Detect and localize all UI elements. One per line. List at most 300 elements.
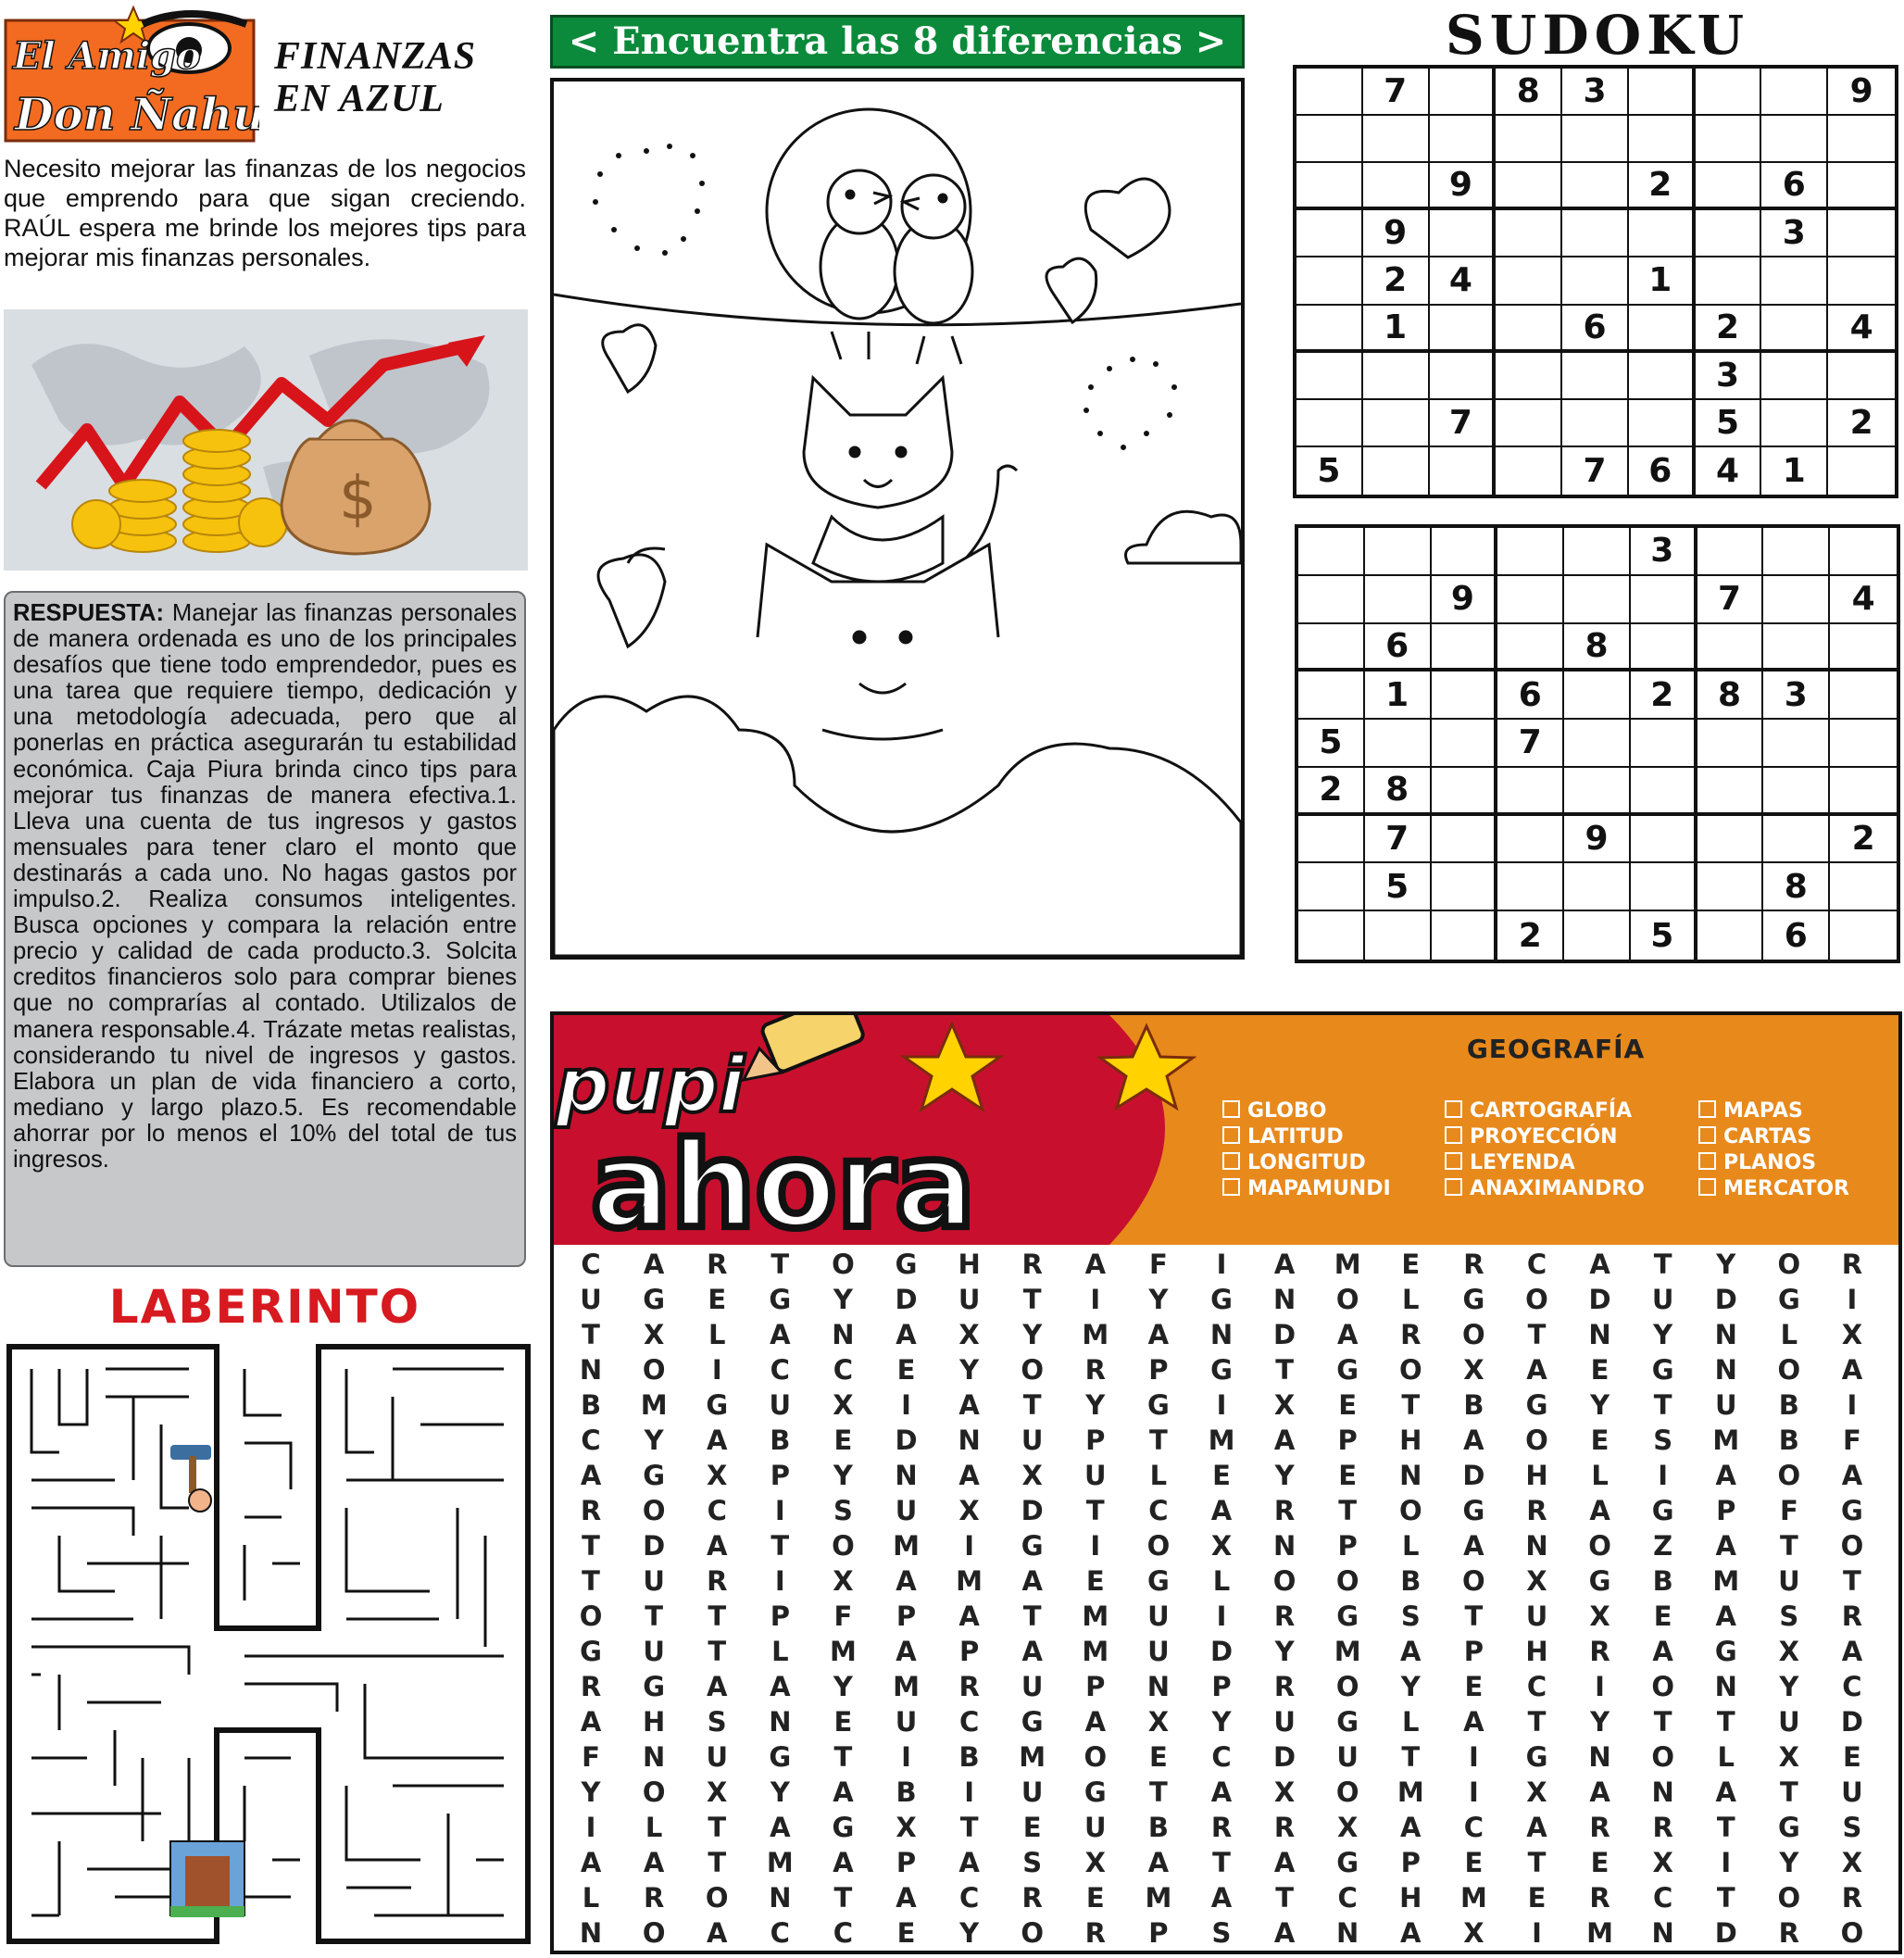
- sudoku-cell[interactable]: [1830, 863, 1897, 911]
- sudoku-cell[interactable]: 6: [1763, 911, 1830, 960]
- grid-letter[interactable]: E: [1653, 1600, 1672, 1632]
- sudoku-cell[interactable]: [1296, 353, 1363, 400]
- grid-letter[interactable]: P: [958, 1636, 980, 1667]
- grid-letter[interactable]: U: [643, 1636, 665, 1667]
- grid-letter[interactable]: A: [1273, 1847, 1296, 1878]
- sudoku-cell[interactable]: [1496, 353, 1562, 400]
- grid-letter[interactable]: Y: [1779, 1671, 1799, 1702]
- grid-letter[interactable]: X: [896, 1812, 917, 1843]
- sudoku-cell[interactable]: [1430, 116, 1497, 163]
- grid-letter[interactable]: A: [580, 1460, 602, 1491]
- grid-letter[interactable]: M: [893, 1530, 920, 1562]
- sudoku-cell[interactable]: [1830, 911, 1897, 960]
- grid-letter[interactable]: I: [964, 1776, 974, 1808]
- sudoku-cell[interactable]: [1828, 353, 1895, 400]
- grid-letter[interactable]: E: [833, 1425, 853, 1456]
- grid-letter[interactable]: A: [1273, 1917, 1296, 1949]
- sudoku-cell[interactable]: [1697, 624, 1764, 672]
- sudoku-cell[interactable]: 4: [1430, 257, 1497, 305]
- sudoku-cell[interactable]: 2: [1828, 400, 1895, 447]
- sudoku-cell[interactable]: 7: [1430, 400, 1497, 447]
- grid-letter[interactable]: T: [1653, 1249, 1672, 1280]
- sudoku-cell[interactable]: [1564, 911, 1631, 960]
- grid-letter[interactable]: G: [1336, 1600, 1359, 1632]
- grid-letter[interactable]: P: [896, 1600, 917, 1632]
- grid-letter[interactable]: X: [1778, 1636, 1800, 1667]
- grid-letter[interactable]: E: [1212, 1460, 1231, 1491]
- grid-letter[interactable]: R: [1210, 1812, 1233, 1843]
- grid-letter[interactable]: C: [1463, 1812, 1484, 1843]
- word-list-item[interactable]: [1222, 1124, 1391, 1150]
- grid-letter[interactable]: G: [1084, 1776, 1107, 1808]
- grid-letter[interactable]: T: [959, 1812, 979, 1843]
- grid-letter[interactable]: G: [580, 1636, 602, 1667]
- grid-letter[interactable]: G: [1525, 1389, 1548, 1421]
- sudoku-cell[interactable]: [1298, 576, 1365, 624]
- grid-letter[interactable]: R: [1589, 1882, 1610, 1914]
- grid-letter[interactable]: O: [1335, 1671, 1359, 1702]
- checkbox-icon[interactable]: [1698, 1152, 1716, 1170]
- sudoku-cell[interactable]: 2: [1696, 306, 1762, 353]
- grid-letter[interactable]: I: [901, 1741, 911, 1773]
- sudoku-cell[interactable]: [1564, 671, 1631, 720]
- grid-letter[interactable]: R: [1589, 1812, 1610, 1843]
- grid-letter[interactable]: N: [1714, 1354, 1737, 1386]
- grid-letter[interactable]: O: [1840, 1917, 1864, 1949]
- grid-letter[interactable]: T: [1527, 1319, 1547, 1350]
- grid-letter[interactable]: T: [1022, 1284, 1042, 1315]
- sudoku-cell[interactable]: 2: [1629, 163, 1696, 210]
- grid-letter[interactable]: M: [1082, 1636, 1109, 1667]
- grid-letter[interactable]: P: [770, 1600, 790, 1632]
- word-list-item[interactable]: [1698, 1150, 1849, 1176]
- grid-letter[interactable]: M: [1082, 1600, 1109, 1632]
- sudoku-cell[interactable]: [1761, 353, 1828, 400]
- grid-letter[interactable]: A: [1526, 1812, 1547, 1843]
- grid-letter[interactable]: A: [1841, 1460, 1863, 1491]
- grid-letter[interactable]: I: [1468, 1776, 1479, 1808]
- sudoku-cell[interactable]: 2: [1497, 911, 1564, 960]
- grid-letter[interactable]: T: [1022, 1600, 1042, 1632]
- grid-letter[interactable]: X: [1021, 1460, 1043, 1491]
- grid-letter[interactable]: E: [708, 1284, 727, 1315]
- grid-letter[interactable]: R: [1021, 1249, 1043, 1280]
- grid-letter[interactable]: E: [1464, 1671, 1484, 1702]
- grid-letter[interactable]: P: [1085, 1425, 1106, 1456]
- grid-letter[interactable]: G: [1210, 1354, 1233, 1386]
- sudoku-cell[interactable]: 6: [1629, 447, 1696, 495]
- grid-letter[interactable]: I: [1721, 1847, 1732, 1878]
- sudoku-cell[interactable]: [1496, 447, 1562, 495]
- sudoku-cell[interactable]: [1562, 163, 1629, 210]
- sudoku-cell[interactable]: 7: [1363, 69, 1430, 116]
- grid-letter[interactable]: T: [708, 1600, 727, 1632]
- grid-letter[interactable]: M: [1208, 1425, 1235, 1456]
- grid-letter[interactable]: B: [1147, 1812, 1169, 1843]
- grid-letter[interactable]: H: [643, 1706, 666, 1738]
- grid-letter[interactable]: A: [1273, 1249, 1296, 1280]
- grid-letter[interactable]: P: [1148, 1917, 1169, 1949]
- grid-letter[interactable]: A: [1715, 1530, 1736, 1562]
- sudoku-cell[interactable]: [1763, 528, 1830, 576]
- word-list-item[interactable]: [1222, 1176, 1391, 1202]
- maze[interactable]: [4, 1341, 533, 1947]
- grid-letter[interactable]: U: [769, 1389, 792, 1421]
- grid-letter[interactable]: X: [958, 1495, 980, 1526]
- grid-letter[interactable]: T: [1779, 1530, 1798, 1562]
- sudoku-cell[interactable]: 6: [1365, 624, 1432, 672]
- grid-letter[interactable]: U: [1651, 1284, 1674, 1315]
- sudoku-cell[interactable]: [1296, 116, 1363, 163]
- grid-letter[interactable]: C: [1337, 1882, 1358, 1914]
- grid-letter[interactable]: A: [1084, 1249, 1107, 1280]
- grid-letter[interactable]: Y: [1274, 1636, 1295, 1667]
- grid-letter[interactable]: D: [895, 1284, 918, 1315]
- grid-letter[interactable]: B: [1652, 1565, 1673, 1597]
- sudoku-cell[interactable]: [1363, 400, 1430, 447]
- grid-letter[interactable]: G: [643, 1284, 666, 1315]
- grid-letter[interactable]: N: [1714, 1319, 1737, 1350]
- grid-letter[interactable]: T: [1338, 1495, 1358, 1526]
- grid-letter[interactable]: A: [643, 1847, 665, 1878]
- grid-letter[interactable]: X: [1589, 1600, 1610, 1632]
- grid-letter[interactable]: D: [1273, 1319, 1296, 1350]
- grid-letter[interactable]: G: [1777, 1812, 1800, 1843]
- grid-letter[interactable]: M: [1712, 1565, 1740, 1597]
- grid-letter[interactable]: R: [1841, 1249, 1863, 1280]
- grid-letter[interactable]: L: [708, 1319, 726, 1350]
- sudoku-cell[interactable]: [1631, 576, 1697, 624]
- grid-letter[interactable]: U: [1273, 1706, 1296, 1738]
- grid-letter[interactable]: T: [1464, 1600, 1484, 1632]
- grid-letter[interactable]: R: [1526, 1495, 1547, 1526]
- grid-letter[interactable]: Y: [1148, 1284, 1169, 1315]
- grid-letter[interactable]: A: [770, 1319, 791, 1350]
- grid-letter[interactable]: H: [1525, 1636, 1548, 1667]
- sudoku-cell[interactable]: [1763, 720, 1830, 768]
- sudoku-cell[interactable]: 2: [1298, 768, 1365, 816]
- sudoku-cell[interactable]: 1: [1363, 306, 1430, 353]
- grid-letter[interactable]: T: [1527, 1706, 1547, 1738]
- grid-letter[interactable]: X: [1526, 1776, 1547, 1808]
- grid-letter[interactable]: N: [1714, 1671, 1737, 1702]
- grid-letter[interactable]: U: [1021, 1671, 1044, 1702]
- grid-letter[interactable]: P: [1337, 1425, 1358, 1456]
- grid-letter[interactable]: G: [1525, 1741, 1548, 1773]
- grid-letter[interactable]: C: [833, 1354, 854, 1386]
- sudoku-cell[interactable]: [1298, 528, 1365, 576]
- grid-letter[interactable]: T: [770, 1530, 790, 1562]
- grid-letter[interactable]: A: [958, 1847, 980, 1878]
- grid-letter[interactable]: O: [1398, 1354, 1422, 1386]
- sudoku-cell[interactable]: [1828, 447, 1895, 495]
- grid-letter[interactable]: A: [1273, 1425, 1296, 1456]
- grid-letter[interactable]: X: [833, 1389, 854, 1421]
- grid-letter[interactable]: T: [1653, 1706, 1672, 1738]
- grid-letter[interactable]: X: [1526, 1565, 1547, 1597]
- grid-letter[interactable]: G: [1588, 1565, 1611, 1597]
- grid-letter[interactable]: D: [1588, 1284, 1611, 1315]
- grid-letter[interactable]: Y: [959, 1354, 980, 1386]
- grid-letter[interactable]: M: [1019, 1741, 1046, 1773]
- sudoku-cell[interactable]: [1631, 624, 1697, 672]
- grid-letter[interactable]: E: [1590, 1425, 1610, 1456]
- sudoku-cell[interactable]: [1298, 624, 1365, 672]
- sudoku-cell[interactable]: [1629, 353, 1696, 400]
- grid-letter[interactable]: S: [1653, 1425, 1673, 1456]
- grid-letter[interactable]: N: [1272, 1284, 1296, 1315]
- sudoku-cell[interactable]: 6: [1761, 163, 1828, 210]
- grid-letter[interactable]: A: [1841, 1354, 1863, 1386]
- sudoku-cell[interactable]: [1830, 624, 1897, 672]
- word-list-item[interactable]: [1445, 1098, 1645, 1124]
- grid-letter[interactable]: B: [1778, 1389, 1799, 1421]
- grid-letter[interactable]: S: [1842, 1812, 1862, 1843]
- grid-letter[interactable]: T: [1148, 1425, 1168, 1456]
- grid-letter[interactable]: X: [1084, 1847, 1106, 1878]
- grid-letter[interactable]: O: [642, 1776, 666, 1808]
- grid-letter[interactable]: E: [1590, 1354, 1610, 1386]
- grid-letter[interactable]: A: [833, 1847, 854, 1878]
- word-search-grid[interactable]: [559, 1247, 1884, 1951]
- grid-letter[interactable]: A: [707, 1530, 728, 1562]
- grid-letter[interactable]: B: [1463, 1389, 1484, 1421]
- grid-letter[interactable]: N: [1588, 1741, 1611, 1773]
- sudoku-cell[interactable]: [1562, 116, 1629, 163]
- sudoku-cell[interactable]: [1497, 624, 1564, 672]
- grid-letter[interactable]: A: [1147, 1319, 1170, 1350]
- grid-letter[interactable]: X: [643, 1319, 665, 1350]
- grid-letter[interactable]: Y: [770, 1776, 790, 1808]
- checkbox-icon[interactable]: [1222, 1178, 1240, 1196]
- grid-letter[interactable]: N: [1399, 1460, 1422, 1491]
- grid-letter[interactable]: N: [958, 1425, 981, 1456]
- sudoku-cell[interactable]: 9: [1432, 576, 1498, 624]
- grid-letter[interactable]: A: [1589, 1776, 1610, 1808]
- grid-letter[interactable]: C: [958, 1706, 980, 1738]
- sudoku-cell[interactable]: [1298, 863, 1365, 911]
- checkbox-icon[interactable]: [1445, 1126, 1462, 1144]
- grid-letter[interactable]: T: [582, 1319, 600, 1350]
- grid-letter[interactable]: A: [1400, 1917, 1422, 1949]
- grid-letter[interactable]: M: [1334, 1249, 1361, 1280]
- grid-letter[interactable]: R: [1400, 1319, 1422, 1350]
- grid-letter[interactable]: A: [643, 1249, 665, 1280]
- sudoku-cell[interactable]: [1298, 671, 1365, 720]
- grid-letter[interactable]: R: [1652, 1812, 1673, 1843]
- grid-letter[interactable]: R: [643, 1882, 665, 1914]
- grid-letter[interactable]: C: [770, 1917, 790, 1949]
- sudoku-cell[interactable]: [1631, 720, 1697, 768]
- sudoku-cell[interactable]: [1298, 816, 1365, 864]
- grid-letter[interactable]: O: [1777, 1354, 1801, 1386]
- sudoku-cell[interactable]: [1631, 863, 1697, 911]
- grid-letter[interactable]: A: [1210, 1495, 1233, 1526]
- grid-letter[interactable]: C: [1148, 1495, 1169, 1526]
- grid-letter[interactable]: O: [1462, 1565, 1485, 1597]
- grid-letter[interactable]: F: [1843, 1425, 1861, 1456]
- grid-letter[interactable]: R: [1021, 1882, 1043, 1914]
- grid-letter[interactable]: Z: [1653, 1530, 1673, 1562]
- grid-letter[interactable]: C: [1653, 1882, 1673, 1914]
- grid-letter[interactable]: A: [1715, 1776, 1736, 1808]
- grid-letter[interactable]: O: [1335, 1565, 1359, 1597]
- grid-letter[interactable]: O: [642, 1917, 666, 1949]
- sudoku-grid-1[interactable]: [1293, 65, 1898, 498]
- grid-letter[interactable]: Y: [1779, 1847, 1799, 1878]
- sudoku-cell[interactable]: [1696, 210, 1762, 257]
- sudoku-cell[interactable]: [1763, 624, 1830, 672]
- sudoku-cell[interactable]: [1432, 720, 1498, 768]
- sudoku-cell[interactable]: [1761, 400, 1828, 447]
- sudoku-cell[interactable]: [1828, 163, 1895, 210]
- grid-letter[interactable]: A: [1336, 1319, 1359, 1350]
- sudoku-cell[interactable]: [1697, 816, 1764, 864]
- sudoku-cell[interactable]: [1761, 116, 1828, 163]
- sudoku-cell[interactable]: 5: [1298, 720, 1365, 768]
- grid-letter[interactable]: R: [958, 1671, 980, 1702]
- grid-letter[interactable]: O: [1335, 1284, 1359, 1315]
- grid-letter[interactable]: P: [1085, 1671, 1106, 1702]
- grid-letter[interactable]: D: [895, 1425, 918, 1456]
- grid-letter[interactable]: A: [1400, 1636, 1422, 1667]
- grid-letter[interactable]: A: [1210, 1776, 1233, 1808]
- sudoku-cell[interactable]: [1631, 768, 1697, 816]
- grid-letter[interactable]: C: [1842, 1671, 1862, 1702]
- grid-letter[interactable]: U: [895, 1706, 918, 1738]
- checkbox-icon[interactable]: [1445, 1152, 1462, 1170]
- grid-letter[interactable]: M: [1397, 1776, 1424, 1808]
- grid-letter[interactable]: C: [958, 1882, 980, 1914]
- grid-letter[interactable]: R: [1273, 1812, 1296, 1843]
- grid-letter[interactable]: E: [1338, 1389, 1358, 1421]
- sudoku-cell[interactable]: [1564, 576, 1631, 624]
- grid-letter[interactable]: D: [1273, 1741, 1296, 1773]
- grid-letter[interactable]: L: [645, 1812, 663, 1843]
- grid-letter[interactable]: U: [1147, 1636, 1170, 1667]
- sudoku-cell[interactable]: 5: [1696, 400, 1762, 447]
- grid-letter[interactable]: O: [1525, 1425, 1548, 1456]
- sudoku-cell[interactable]: [1365, 576, 1432, 624]
- grid-letter[interactable]: O: [579, 1600, 603, 1632]
- grid-letter[interactable]: G: [1651, 1495, 1674, 1526]
- grid-letter[interactable]: D: [643, 1530, 666, 1562]
- grid-letter[interactable]: Y: [1653, 1319, 1673, 1350]
- grid-letter[interactable]: O: [1335, 1776, 1359, 1808]
- grid-letter[interactable]: C: [833, 1917, 854, 1949]
- grid-letter[interactable]: O: [1462, 1319, 1485, 1350]
- sudoku-cell[interactable]: [1296, 400, 1363, 447]
- grid-letter[interactable]: X: [1841, 1847, 1863, 1878]
- grid-letter[interactable]: G: [1336, 1706, 1359, 1738]
- grid-letter[interactable]: N: [1336, 1917, 1359, 1949]
- sudoku-cell[interactable]: [1761, 257, 1828, 305]
- sudoku-cell[interactable]: [1696, 163, 1762, 210]
- grid-letter[interactable]: P: [1211, 1671, 1232, 1702]
- sudoku-cell[interactable]: [1629, 116, 1696, 163]
- grid-letter[interactable]: X: [1147, 1706, 1170, 1738]
- grid-letter[interactable]: G: [1021, 1530, 1044, 1562]
- grid-letter[interactable]: R: [1778, 1917, 1800, 1949]
- grid-letter[interactable]: A: [1841, 1636, 1863, 1667]
- grid-letter[interactable]: M: [640, 1389, 668, 1421]
- sudoku-cell[interactable]: [1497, 863, 1564, 911]
- grid-letter[interactable]: R: [1273, 1671, 1296, 1702]
- grid-letter[interactable]: I: [1216, 1249, 1227, 1280]
- grid-letter[interactable]: A: [896, 1565, 917, 1597]
- sudoku-cell[interactable]: [1363, 447, 1430, 495]
- grid-letter[interactable]: E: [1085, 1565, 1105, 1597]
- grid-letter[interactable]: U: [895, 1495, 918, 1526]
- sudoku-cell[interactable]: 1: [1761, 447, 1828, 495]
- checkbox-icon[interactable]: [1222, 1126, 1240, 1144]
- grid-letter[interactable]: C: [581, 1425, 601, 1456]
- grid-letter[interactable]: M: [1586, 1917, 1613, 1949]
- sudoku-cell[interactable]: [1497, 576, 1564, 624]
- grid-letter[interactable]: O: [1021, 1917, 1045, 1949]
- sudoku-cell[interactable]: [1696, 257, 1762, 305]
- sudoku-cell[interactable]: [1430, 353, 1497, 400]
- grid-letter[interactable]: A: [580, 1847, 602, 1878]
- grid-letter[interactable]: Y: [1400, 1671, 1421, 1702]
- sudoku-cell[interactable]: 9: [1828, 69, 1895, 116]
- grid-letter[interactable]: E: [1022, 1812, 1042, 1843]
- sudoku-cell[interactable]: 8: [1564, 624, 1631, 672]
- word-list-item[interactable]: [1445, 1176, 1645, 1202]
- grid-letter[interactable]: G: [1146, 1389, 1170, 1421]
- grid-letter[interactable]: E: [1085, 1882, 1105, 1914]
- sudoku-cell[interactable]: [1828, 257, 1895, 305]
- sudoku-cell[interactable]: [1629, 400, 1696, 447]
- grid-letter[interactable]: A: [1652, 1636, 1673, 1667]
- sudoku-cell[interactable]: 2: [1363, 257, 1430, 305]
- checkbox-icon[interactable]: [1222, 1152, 1240, 1170]
- sudoku-cell[interactable]: [1629, 69, 1696, 116]
- sudoku-cell[interactable]: [1432, 624, 1498, 672]
- grid-letter[interactable]: N: [579, 1354, 603, 1386]
- sudoku-cell[interactable]: 8: [1697, 671, 1764, 720]
- sudoku-cell[interactable]: 4: [1830, 576, 1897, 624]
- grid-letter[interactable]: A: [1715, 1460, 1736, 1491]
- sudoku-cell[interactable]: 9: [1363, 210, 1430, 257]
- grid-letter[interactable]: D: [1462, 1460, 1485, 1491]
- grid-letter[interactable]: R: [580, 1495, 602, 1526]
- grid-letter[interactable]: G: [1336, 1354, 1359, 1386]
- grid-letter[interactable]: H: [958, 1249, 981, 1280]
- grid-letter[interactable]: N: [1588, 1319, 1611, 1350]
- grid-letter[interactable]: I: [1090, 1530, 1101, 1562]
- checkbox-icon[interactable]: [1445, 1178, 1462, 1196]
- grid-letter[interactable]: H: [1399, 1882, 1422, 1914]
- word-list-item[interactable]: [1445, 1150, 1645, 1176]
- grid-letter[interactable]: B: [896, 1776, 917, 1808]
- sudoku-cell[interactable]: [1763, 576, 1830, 624]
- grid-letter[interactable]: G: [1146, 1565, 1170, 1597]
- grid-letter[interactable]: G: [1462, 1284, 1485, 1315]
- grid-letter[interactable]: Y: [1716, 1249, 1736, 1280]
- grid-letter[interactable]: N: [769, 1882, 792, 1914]
- grid-letter[interactable]: L: [1402, 1284, 1420, 1315]
- grid-letter[interactable]: A: [833, 1776, 854, 1808]
- grid-letter[interactable]: T: [770, 1249, 790, 1280]
- sudoku-cell[interactable]: [1828, 116, 1895, 163]
- sudoku-cell[interactable]: 2: [1631, 671, 1697, 720]
- sudoku-cell[interactable]: 3: [1761, 210, 1828, 257]
- sudoku-cell[interactable]: [1432, 863, 1498, 911]
- grid-letter[interactable]: N: [1209, 1319, 1234, 1350]
- grid-letter[interactable]: R: [707, 1565, 728, 1597]
- grid-letter[interactable]: T: [1022, 1389, 1042, 1421]
